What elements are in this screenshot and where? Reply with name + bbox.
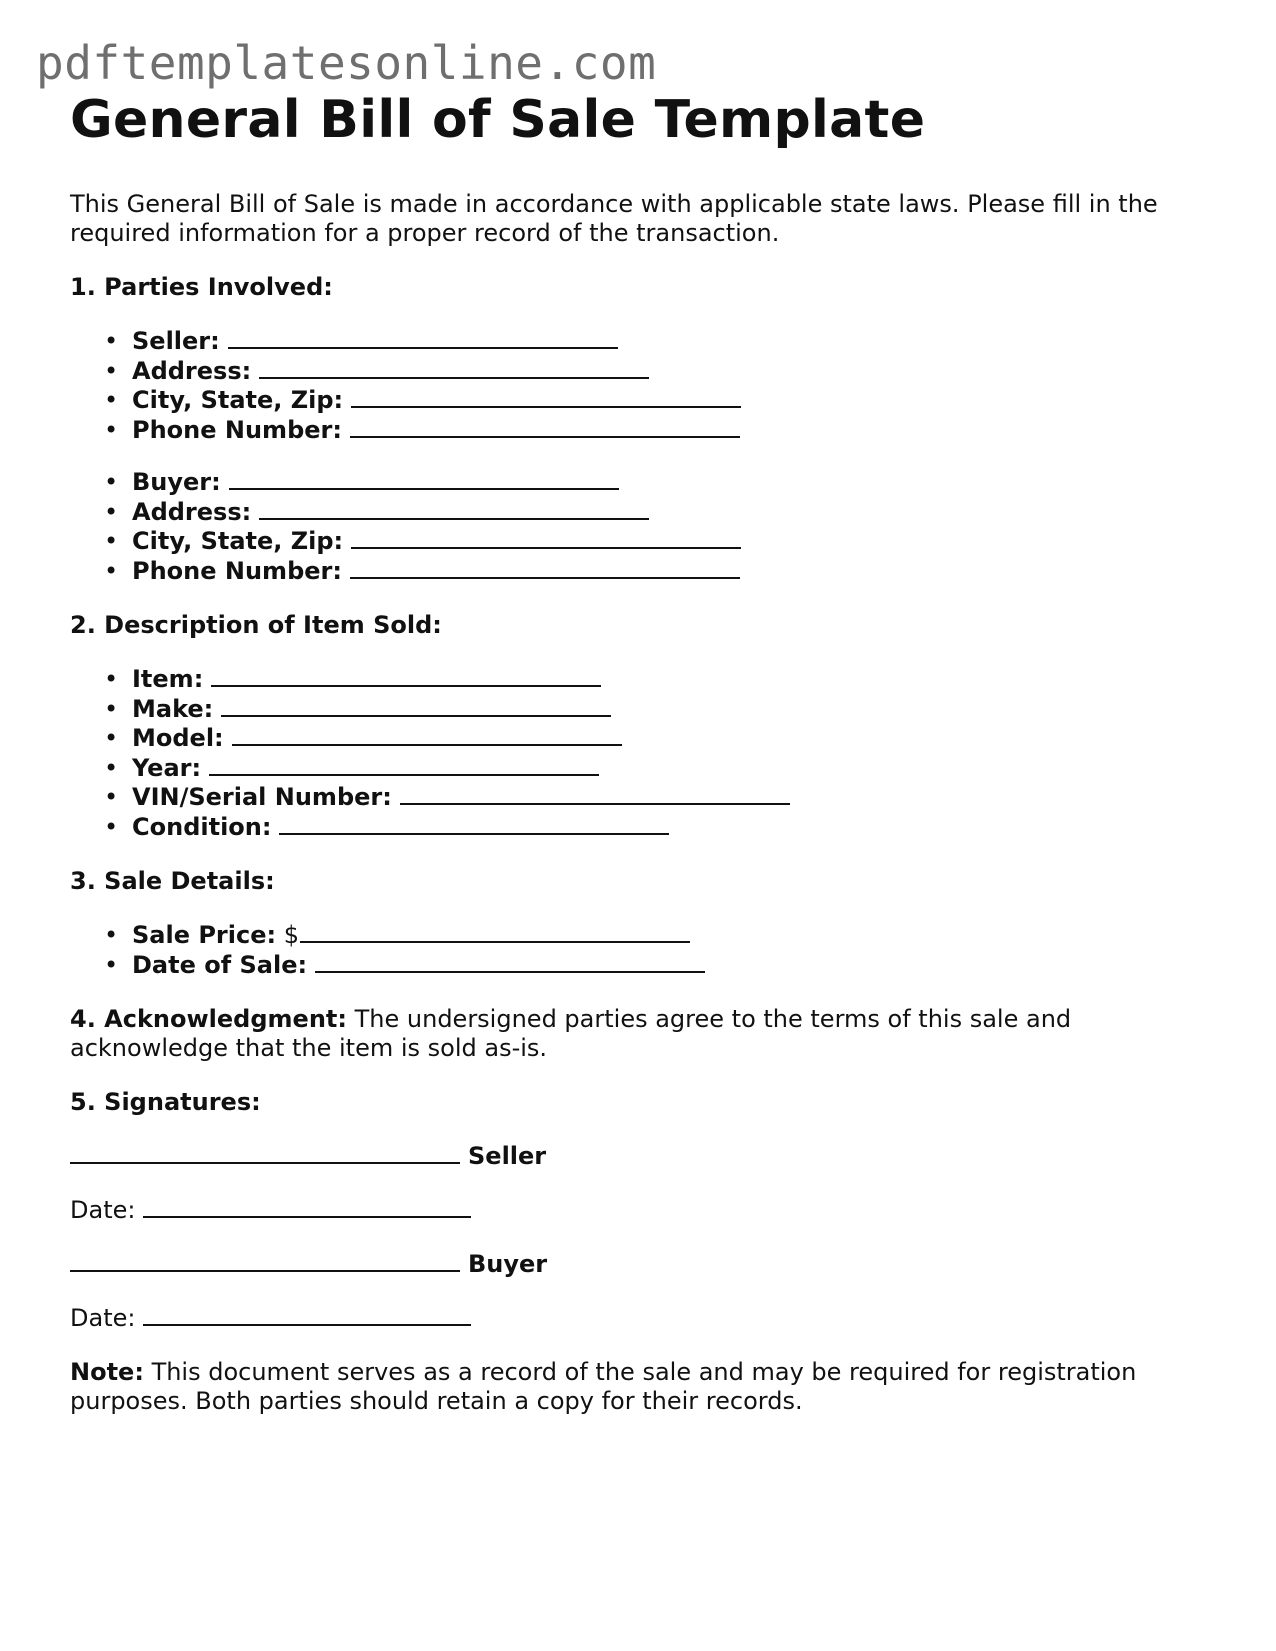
buyer-signature-field[interactable] <box>70 1250 460 1272</box>
field-label: Buyer: <box>132 468 221 496</box>
list-item <box>104 498 1210 528</box>
section-heading-sale: 3. Sale Details: <box>70 867 275 895</box>
section-heading-item: 2. Description of Item Sold: <box>70 611 442 639</box>
field-label: Date of Sale: <box>132 950 308 979</box>
acknowledgment-paragraph <box>70 1005 1210 1063</box>
buyer-role-label: Buyer <box>468 1250 548 1278</box>
seller-signature-field[interactable] <box>70 1142 460 1164</box>
list-item <box>104 921 1210 951</box>
list-item <box>104 416 1210 446</box>
date-label: Date: <box>70 1196 136 1224</box>
buyer-phone-field[interactable] <box>350 557 740 579</box>
section-heading-parties: 1. Parties Involved: <box>70 273 333 301</box>
list-item <box>104 527 1210 557</box>
buyer-city-state-zip-field[interactable] <box>351 527 741 549</box>
sale-fields-list <box>70 921 1210 980</box>
list-item <box>104 754 1210 784</box>
field-label: Seller: <box>132 327 220 355</box>
field-label: Sale Price: <box>132 921 277 949</box>
list-item <box>104 327 1210 357</box>
seller-signature-line <box>70 1142 1210 1171</box>
buyer-fields-list <box>70 468 1210 586</box>
field-label: Phone Number: <box>132 415 342 444</box>
condition-field[interactable] <box>279 813 669 835</box>
seller-date-field[interactable] <box>143 1196 471 1218</box>
buyer-date-field[interactable] <box>143 1304 471 1326</box>
buyer-name-field[interactable] <box>229 468 619 490</box>
field-label: Year: <box>132 753 202 782</box>
seller-fields-list <box>70 327 1210 445</box>
date-of-sale-field[interactable] <box>315 951 705 973</box>
buyer-signature-line <box>70 1250 1210 1279</box>
document-page <box>70 88 1210 1416</box>
field-label: Phone Number: <box>132 556 342 585</box>
note-text: This document serves as a record of the sale and may be required for registration purposes. Both parties should retain a copy for their records. <box>70 1358 1137 1415</box>
intro-paragraph: This General Bill of Sale is made in accordance with applicable state laws. Please fill in the required information for a proper record of the transaction. <box>70 190 1158 247</box>
field-label: City, State, Zip: <box>132 527 344 555</box>
currency-symbol: $ <box>283 921 300 949</box>
list-item <box>104 357 1210 387</box>
field-label: City, State, Zip: <box>132 386 344 414</box>
vin-serial-field[interactable] <box>400 783 790 805</box>
date-label: Date: <box>70 1304 136 1332</box>
field-label: Address: <box>132 356 252 385</box>
field-label: Condition: <box>132 812 272 841</box>
item-fields-list <box>70 665 1210 842</box>
buyer-date-line <box>70 1304 1210 1333</box>
field-label: VIN/Serial Number: <box>132 783 392 811</box>
field-label: Make: <box>132 694 214 723</box>
list-item <box>104 695 1210 725</box>
list-item <box>104 951 1210 981</box>
watermark: pdftemplatesonline.com <box>36 36 657 90</box>
sale-price-field[interactable] <box>300 921 690 943</box>
field-label: Address: <box>132 497 252 526</box>
year-field[interactable] <box>209 754 599 776</box>
note-paragraph <box>70 1358 1210 1416</box>
field-label: Item: <box>132 665 204 693</box>
seller-city-state-zip-field[interactable] <box>351 386 741 408</box>
seller-role-label: Seller <box>468 1142 547 1170</box>
document-title: General Bill of Sale Template <box>70 90 926 150</box>
make-field[interactable] <box>221 695 611 717</box>
model-field[interactable] <box>232 724 622 746</box>
list-item <box>104 783 1210 813</box>
seller-address-field[interactable] <box>259 357 649 379</box>
list-item <box>104 665 1210 695</box>
seller-phone-field[interactable] <box>350 416 740 438</box>
list-item <box>104 386 1210 416</box>
acknowledgment-text: The undersigned parties agree to the terms of this sale and acknowledge that the item is sold as-is. <box>70 1005 1072 1062</box>
field-label: Model: <box>132 724 224 752</box>
note-label: Note: <box>70 1358 144 1386</box>
section-heading-signatures: 5. Signatures: <box>70 1088 261 1116</box>
seller-date-line <box>70 1196 1210 1225</box>
list-item <box>104 813 1210 843</box>
seller-name-field[interactable] <box>228 327 618 349</box>
list-item <box>104 724 1210 754</box>
list-item <box>104 468 1210 498</box>
buyer-address-field[interactable] <box>259 498 649 520</box>
acknowledgment-label: 4. Acknowledgment: <box>70 1005 347 1033</box>
item-field[interactable] <box>211 665 601 687</box>
list-item <box>104 557 1210 587</box>
